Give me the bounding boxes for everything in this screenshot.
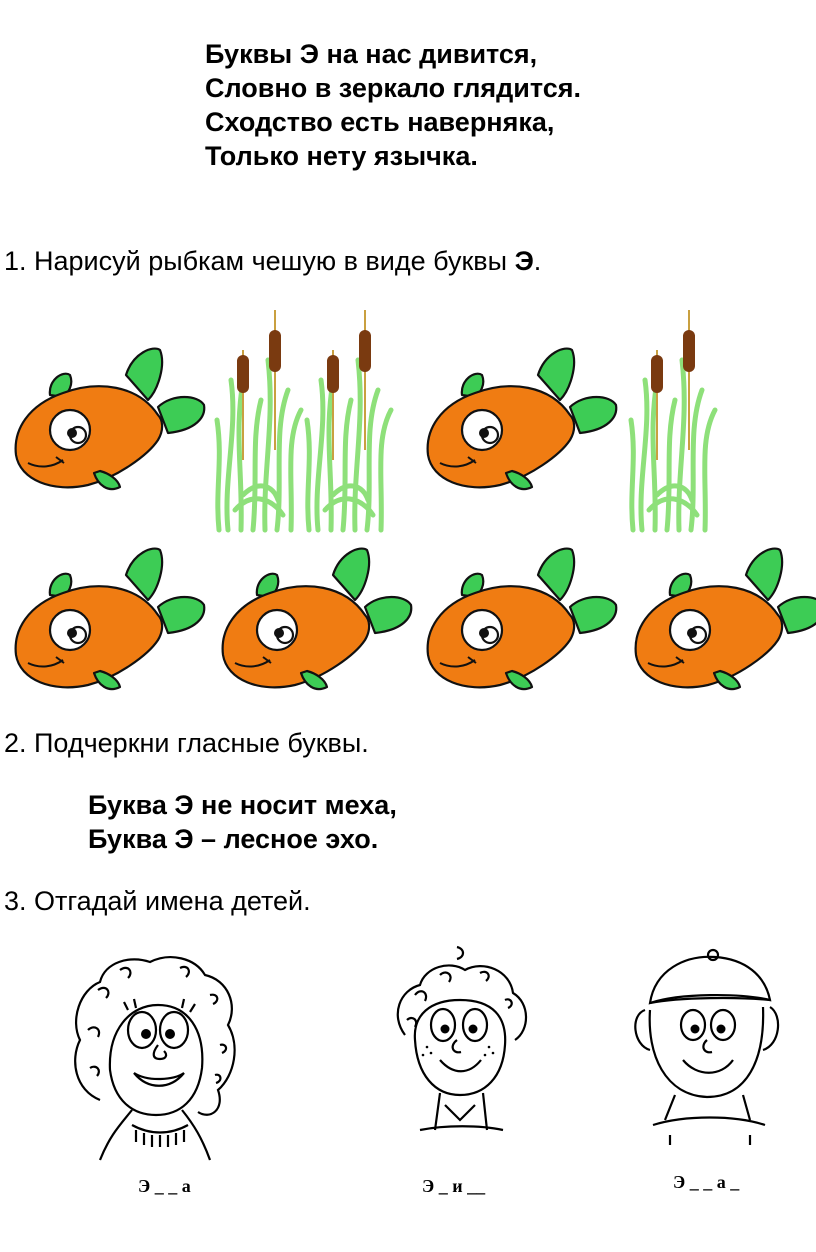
child-face-icon-freckled-boy	[385, 945, 535, 1155]
poem-line: Буква Э не носит меха,	[88, 790, 397, 820]
poem-middle	[88, 788, 397, 856]
poem-top	[205, 37, 581, 173]
task-1-end: .	[533, 246, 542, 276]
task-2	[4, 728, 369, 759]
poem-line: Буква Э – лесное эхо.	[88, 824, 379, 854]
task-1-text: 1. Нарисуй рыбкам чешую в виде буквы	[4, 246, 515, 276]
task-3-text: 3. Отгадай имена детей.	[4, 886, 311, 916]
child-name-hint[interactable]: Э _ и __	[422, 1176, 486, 1196]
child-face-icon-curly-girl	[70, 950, 240, 1160]
task-1	[4, 246, 541, 277]
poem-line: Только нету язычка.	[205, 141, 478, 171]
fish-icon[interactable]	[8, 345, 208, 495]
reeds-icon	[303, 310, 398, 535]
fish-icon[interactable]	[420, 345, 620, 495]
fish-icon[interactable]	[628, 545, 816, 695]
fish-icon[interactable]	[8, 545, 208, 695]
task-2-text: 2. Подчеркни гласные буквы.	[4, 728, 369, 758]
fish-icon[interactable]	[420, 545, 620, 695]
poem-line: Буквы Э на нас дивится,	[205, 39, 538, 69]
reeds-icon	[213, 310, 308, 535]
fish-icon[interactable]	[215, 545, 415, 695]
poem-line: Словно в зеркало глядится.	[205, 73, 582, 103]
reeds-icon	[627, 310, 722, 535]
child-face-icon-cap-boy	[625, 945, 785, 1155]
task-3	[4, 886, 311, 917]
child-name-hint[interactable]: Э _ _ а _	[673, 1172, 740, 1192]
child-name-hint[interactable]: Э _ _ а	[138, 1176, 191, 1196]
poem-line: Сходство есть наверняка,	[205, 107, 555, 137]
task-1-letter: Э	[514, 246, 534, 276]
